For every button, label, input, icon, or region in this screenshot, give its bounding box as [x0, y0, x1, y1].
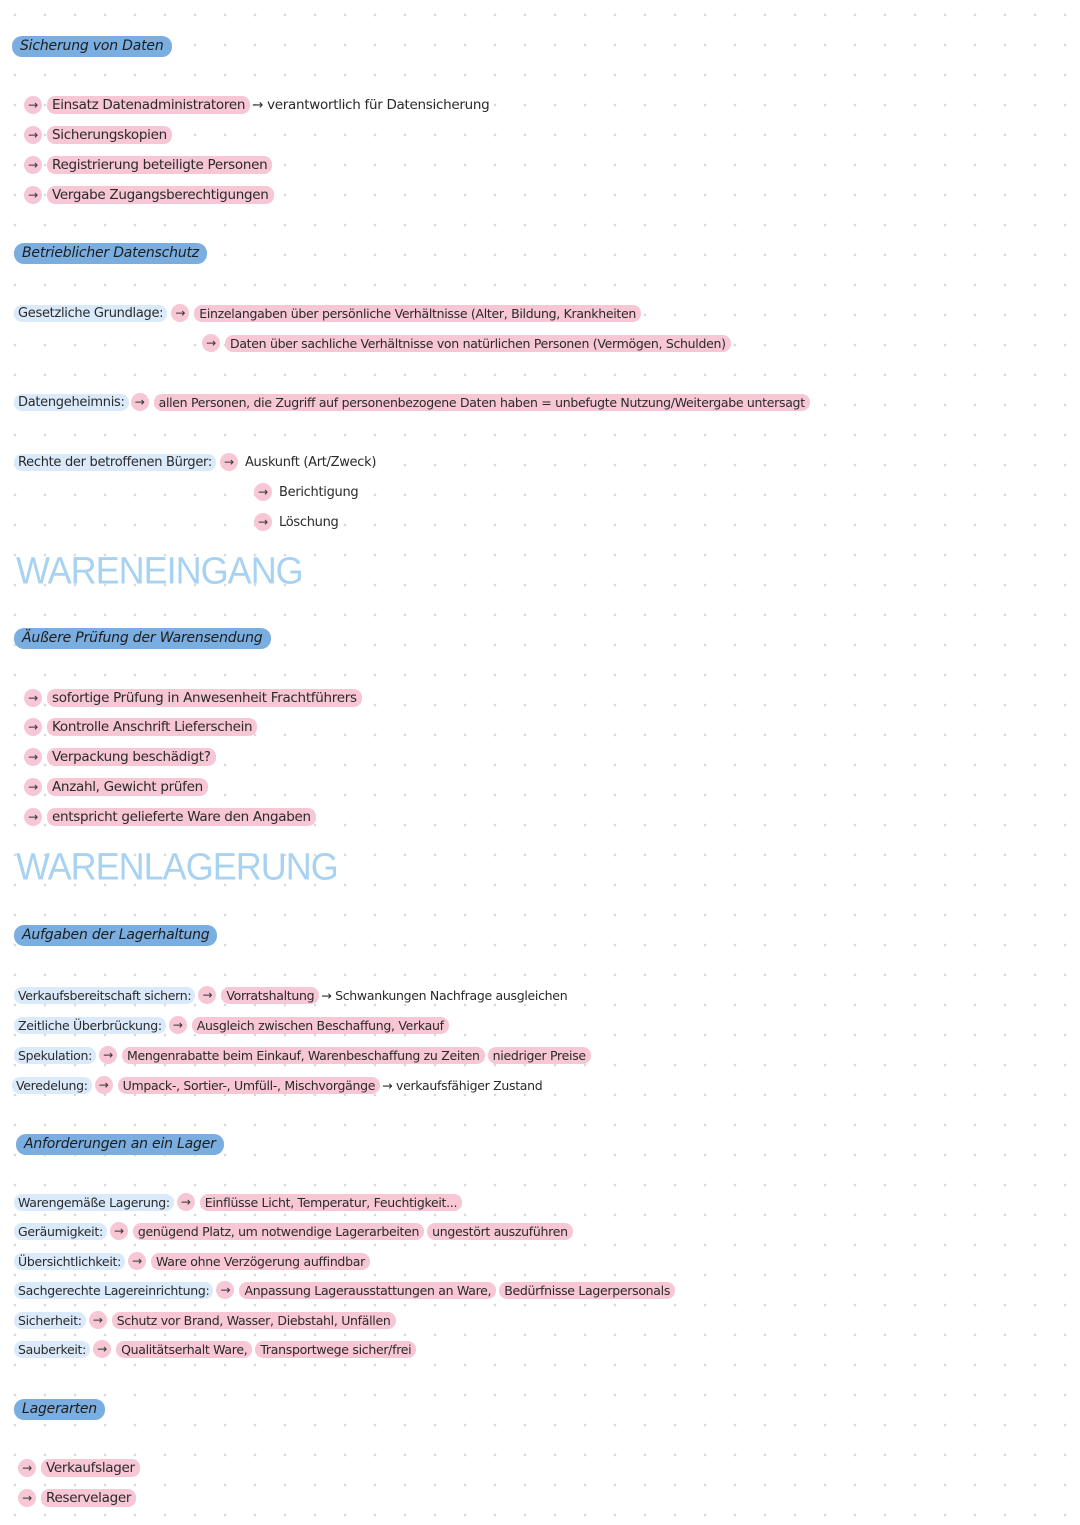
arrow-icon: →: [24, 96, 42, 114]
section-title-datenschutz: Betrieblicher Datenschutz: [14, 243, 207, 264]
rights-row: [14, 453, 378, 471]
list-item: [24, 808, 316, 826]
requirement-text: Anpassung Lagerausstattungen an Ware,: [239, 1282, 496, 1299]
section-title-datensicherung: Sicherung von Daten: [12, 36, 172, 57]
list-item-text: Reservelager: [41, 1489, 136, 1507]
list-item: [24, 778, 208, 796]
section-title-lagerhaltung: Aufgaben der Lagerhaltung: [14, 925, 217, 946]
list-item-text: entspricht gelieferte Ware den Angaben: [47, 808, 316, 826]
requirement-row: [14, 1311, 396, 1329]
arrow-icon: →: [254, 513, 272, 531]
legal-basis-item: Daten über sachliche Verhältnisse von natürlichen Personen (Vermögen, Schulden): [225, 335, 731, 352]
arrow-icon: →: [131, 393, 149, 411]
arrow-icon: →: [177, 1193, 195, 1211]
task-row: [14, 1016, 449, 1034]
task-text: Mengenrabatte beim Einkauf, Warenbeschaffung zu Zeiten: [122, 1047, 485, 1064]
task-label: Spekulation:: [14, 1047, 96, 1064]
task-label: Zeitliche Überbrückung:: [14, 1017, 166, 1034]
arrow-icon: →: [93, 1340, 111, 1358]
section-title-lagerarten: Lagerarten: [14, 1399, 105, 1420]
list-item-note: → verantwortlich für Datensicherung: [252, 97, 490, 113]
requirement-row: [14, 1252, 370, 1270]
list-item-text: Verkaufslager: [41, 1459, 140, 1477]
list-item-text: Registrierung beteiligte Personen: [47, 156, 272, 174]
list-item: [24, 126, 172, 144]
arrow-icon: →: [18, 1489, 36, 1507]
data-secrecy-label: Datengeheimnis:: [14, 394, 129, 411]
section-title-anforderungen: Anforderungen an ein Lager: [16, 1134, 224, 1155]
task-row: [12, 1076, 544, 1094]
chapter-title-warenlagerung: WARENLAGERUNG: [16, 844, 338, 888]
list-item-text: Verpackung beschädigt?: [47, 748, 216, 766]
arrow-icon: →: [18, 1459, 36, 1477]
rights-item: Löschung: [279, 514, 339, 530]
arrow-icon: →: [198, 986, 216, 1004]
list-item: [24, 96, 491, 114]
arrow-icon: →: [24, 156, 42, 174]
list-item: [24, 689, 362, 707]
list-item-text: sofortige Prüfung in Anwesenheit Frachtführers: [47, 689, 362, 707]
requirement-text: Schutz vor Brand, Wasser, Diebstahl, Unfällen: [112, 1312, 396, 1329]
arrow-icon: →: [220, 453, 238, 471]
requirement-text: genügend Platz, um notwendige Lagerarbeiten: [133, 1223, 424, 1240]
rights-label: Rechte der betroffenen Bürger:: [14, 454, 216, 471]
list-item: [18, 1459, 140, 1477]
list-item-text: Vergabe Zugangsberechtigungen: [47, 186, 274, 204]
list-item: [24, 748, 216, 766]
rights-row: [254, 513, 340, 531]
requirement-row: [14, 1193, 462, 1211]
arrow-icon: →: [169, 1016, 187, 1034]
arrow-icon: →: [171, 304, 189, 322]
list-item-text: Einsatz Datenadministratoren: [47, 96, 250, 114]
list-item-text: Anzahl, Gewicht prüfen: [47, 778, 208, 796]
task-row: [14, 1046, 591, 1064]
requirement-note: Bedürfnisse Lagerpersonals: [499, 1282, 675, 1299]
requirement-label: Warengemäße Lagerung:: [14, 1194, 174, 1211]
list-item-text: Kontrolle Anschrift Lieferschein: [47, 718, 257, 736]
arrow-icon: →: [128, 1252, 146, 1270]
data-secrecy-text: allen Personen, die Zugriff auf personenbezogene Daten haben = unbefugte Nutzung/Weitergabe untersagt: [154, 394, 810, 411]
arrow-icon: →: [89, 1311, 107, 1329]
arrow-icon: →: [24, 808, 42, 826]
task-text: Ausgleich zwischen Beschaffung, Verkauf: [192, 1017, 449, 1034]
requirement-note: ungestört auszuführen: [427, 1223, 573, 1240]
requirement-label: Sachgerechte Lagereinrichtung:: [14, 1282, 213, 1299]
arrow-icon: →: [99, 1046, 117, 1064]
list-item: [24, 186, 274, 204]
data-secrecy-row: [14, 393, 810, 411]
list-item: [18, 1489, 136, 1507]
legal-basis-label: Gesetzliche Grundlage:: [14, 305, 167, 322]
requirement-label: Übersichtlichkeit:: [14, 1253, 125, 1270]
rights-item: Berichtigung: [279, 484, 359, 500]
list-item: [24, 718, 257, 736]
arrow-icon: →: [24, 689, 42, 707]
arrow-icon: →: [216, 1281, 234, 1299]
arrow-icon: →: [254, 483, 272, 501]
requirement-row: [14, 1281, 675, 1299]
requirement-text: Einflüsse Licht, Temperatur, Feuchtigkeit...: [200, 1194, 462, 1211]
task-note: niedriger Preise: [488, 1047, 591, 1064]
arrow-icon: →: [110, 1222, 128, 1240]
section-title-pruefung: Äußere Prüfung der Warensendung: [14, 628, 271, 649]
legal-basis-row: [202, 334, 731, 352]
list-item-text: Sicherungskopien: [47, 126, 172, 144]
task-note: → Schwankungen Nachfrage ausgleichen: [321, 987, 568, 1003]
arrow-icon: →: [24, 186, 42, 204]
task-text: Vorratshaltung: [221, 987, 319, 1004]
arrow-icon: →: [24, 778, 42, 796]
list-item: [24, 156, 272, 174]
requirement-note: Transportwege sicher/frei: [255, 1341, 416, 1358]
requirement-text: Qualitätserhalt Ware,: [116, 1341, 252, 1358]
requirement-label: Geräumigkeit:: [14, 1223, 107, 1240]
chapter-title-wareneingang: WARENEINGANG: [16, 548, 303, 592]
task-label: Veredelung:: [12, 1077, 92, 1094]
requirement-row: [14, 1222, 573, 1240]
task-label: Verkaufsbereitschaft sichern:: [14, 987, 195, 1004]
arrow-icon: →: [24, 718, 42, 736]
arrow-icon: →: [24, 748, 42, 766]
legal-basis-row: [14, 304, 641, 322]
task-note: → verkaufsfähiger Zustand: [382, 1077, 543, 1093]
requirement-row: [14, 1340, 416, 1358]
requirement-label: Sauberkeit:: [14, 1341, 90, 1358]
task-row: [14, 986, 569, 1004]
arrow-icon: →: [202, 334, 220, 352]
arrow-icon: →: [24, 126, 42, 144]
task-text: Umpack-, Sortier-, Umfüll-, Mischvorgänge: [118, 1077, 381, 1094]
legal-basis-item: Einzelangaben über persönliche Verhältnisse (Alter, Bildung, Krankheiten: [194, 305, 641, 322]
rights-item: Auskunft (Art/Zweck): [244, 454, 377, 470]
arrow-icon: →: [95, 1076, 113, 1094]
requirement-text: Ware ohne Verzögerung auffindbar: [151, 1253, 370, 1270]
rights-row: [254, 483, 360, 501]
requirement-label: Sicherheit:: [14, 1312, 86, 1329]
